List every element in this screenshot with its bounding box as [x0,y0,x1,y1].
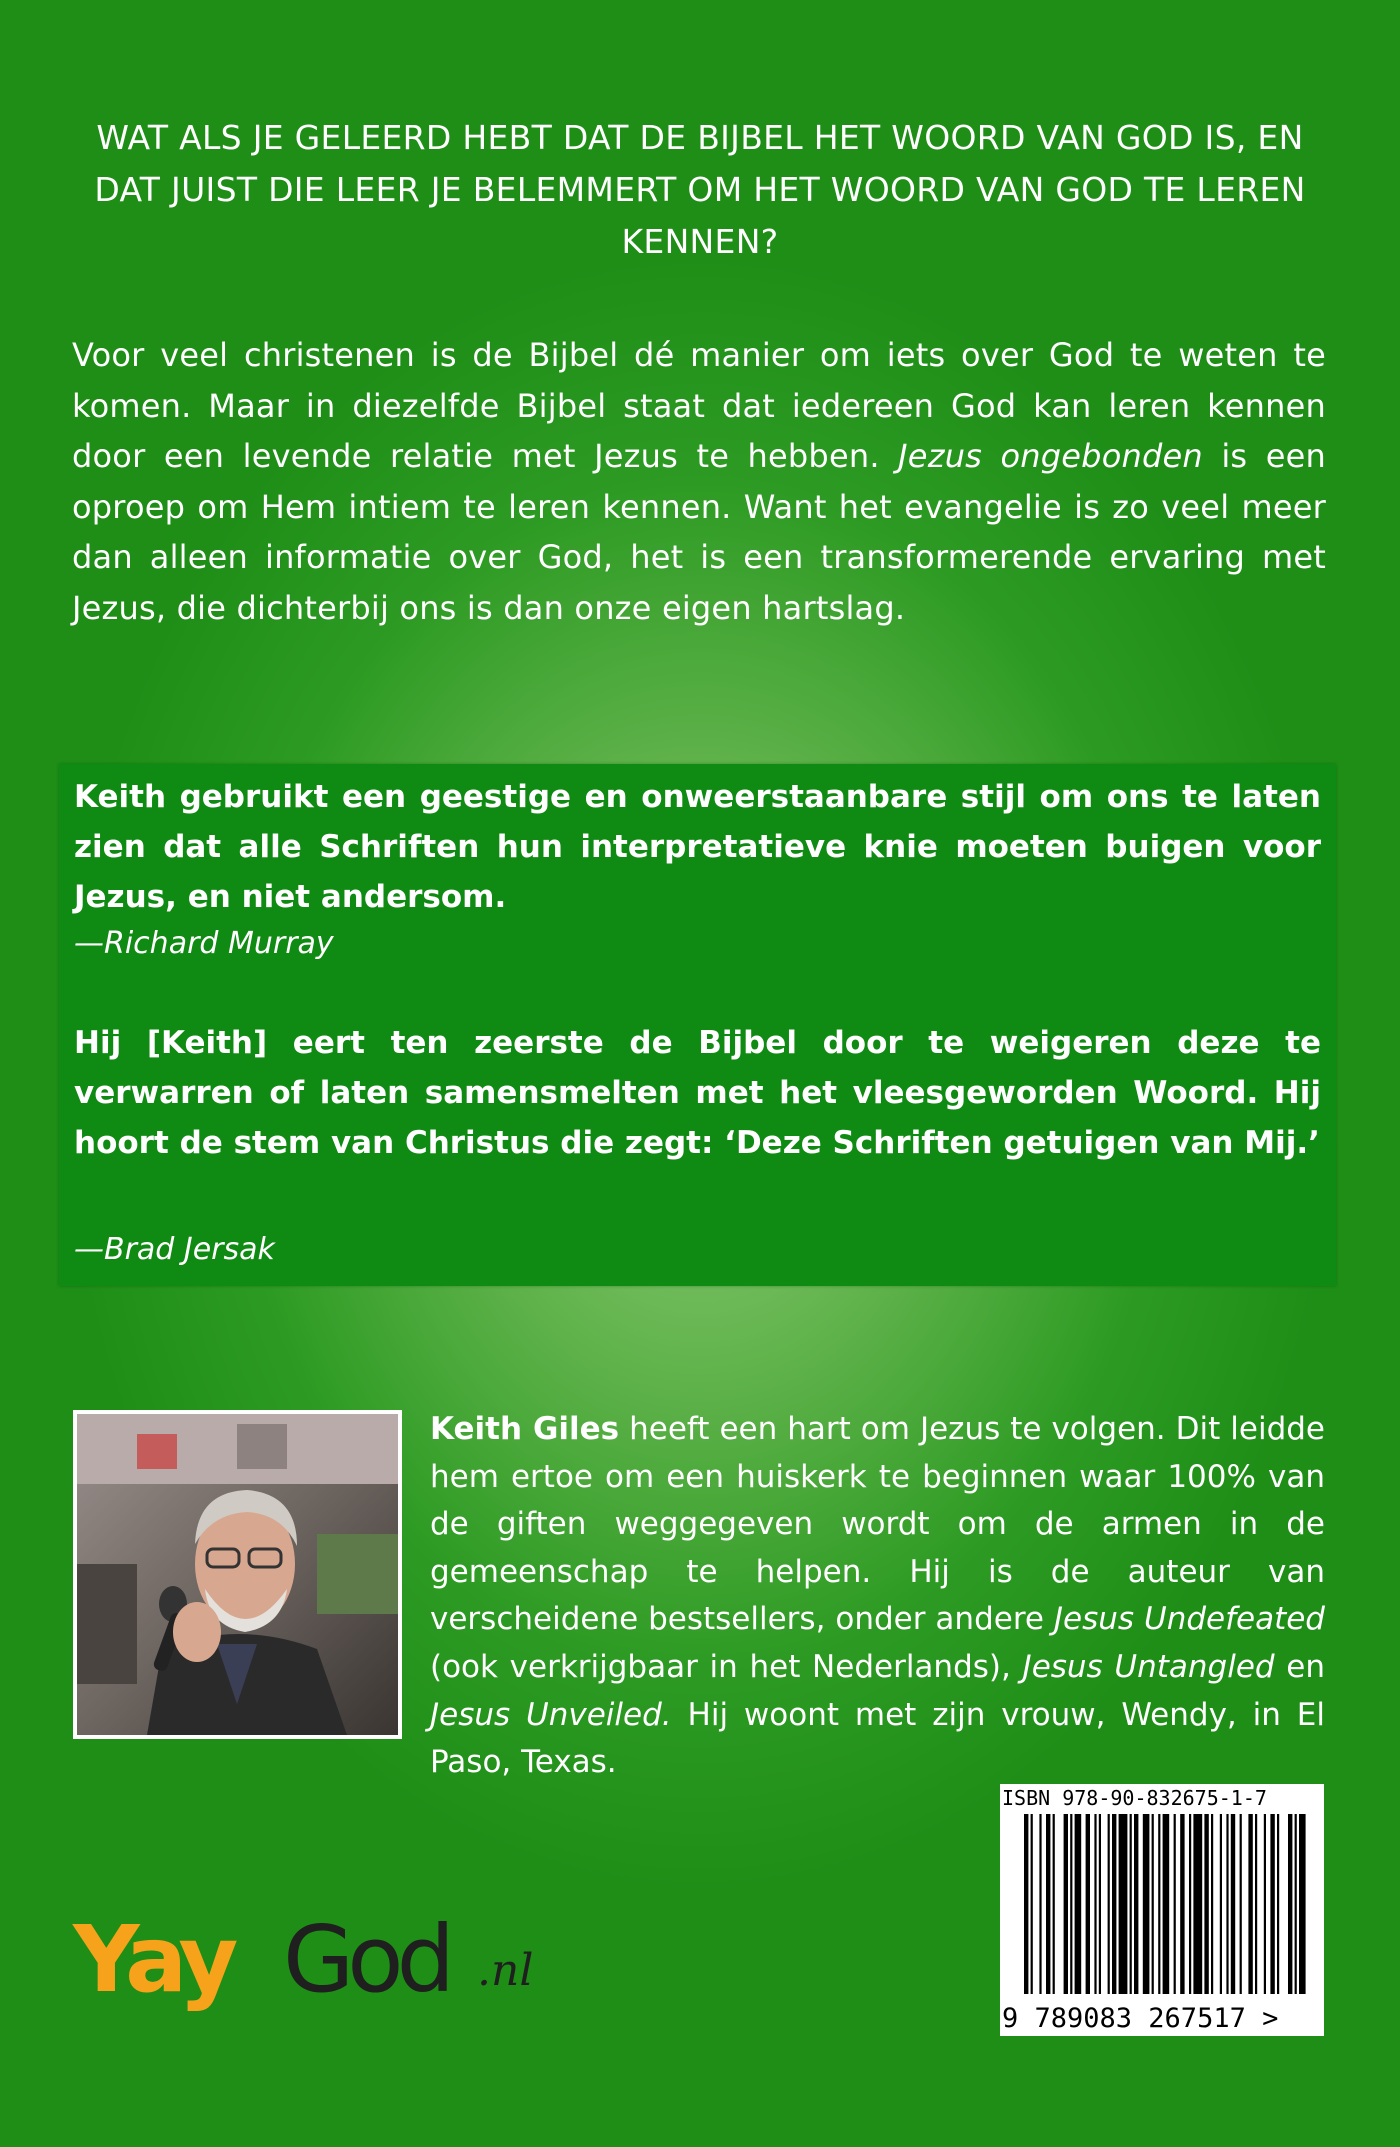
intro-paragraph [72,330,1326,633]
barcode-bar [1099,1814,1101,1994]
bio-part4: Hij woont met zijn vrouw, Wendy, in El Paso, Texas. [430,1696,1325,1781]
barcode-bar [1193,1814,1202,1994]
barcode-bar [1295,1814,1297,1994]
barcode-bar [1070,1814,1072,1994]
barcode-bar [1288,1814,1292,1994]
barcode-bars [1000,1814,1324,2002]
barcode-bar [1270,1814,1274,1994]
barcode-bar [1075,1814,1082,1994]
barcode-bar [1240,1814,1242,1994]
author-photo [73,1410,402,1739]
author-name: Keith Giles [430,1411,620,1447]
intro-book-title: Jezus ongebonden [898,437,1203,475]
barcode-bar [1211,1814,1213,1994]
barcode-bar [1264,1814,1266,1994]
barcode-bar [1248,1814,1252,1994]
author-photo-image [77,1414,398,1735]
barcode-bar [1108,1814,1110,1994]
logo-tld: .nl [477,1945,534,1996]
barcode-bar [1130,1814,1132,1994]
barcode-bar [1220,1814,1222,1994]
barcode-bar [1094,1814,1096,1994]
barcode-bar [1180,1814,1184,1994]
bio-title-1: Jesus Undefeated [1053,1601,1325,1638]
barcode-bar [1174,1814,1176,1994]
bio-part1: heeft een hart om Jezus te volgen. Dit leidde hem ertoe om een huiskerk te beginnen waar 100% van de giften weggegeven wordt om de armen in de gemeenschap te helpen. Hij is de auteur van verscheidene bestsellers, onder andere [430,1411,1326,1638]
barcode-bar [1163,1814,1170,1994]
endorsement-2-text: Hij [Keith] eert ten zeerste de Bijbel door te weigeren deze te verwarren of laten samensmelten met het vleesgeworden Woord. Hij hoort de stem van Christus die zegt: ‘Deze Schriften getuigen van Mij.’ [74,1025,1321,1161]
author-bio [430,1406,1325,1787]
barcode-bar [1134,1814,1138,1994]
barcode-bar [1112,1814,1116,1994]
barcode-bar [1046,1814,1050,1994]
endorsement-1-text: Keith gebruikt een geestige en onweerstaanbare stijl om ons te laten zien dat alle Schriften hun interpretatieve knie moeten buigen voor Jezus, en niet andersom. [74,779,1321,915]
barcode-bar [1158,1814,1160,1994]
intro-text-part1: Voor veel christenen is de Bijbel dé manier om iets over God te weten te komen. Maar in diezelfde Bijbel staat dat iedereen God kan leren kennen door een levende relatie met Jezus te hebben. [72,336,1326,475]
ean-digits: 9 789083 267517 > [1002,2003,1279,2034]
logo-god: God [283,1906,448,2013]
barcode-bar [1204,1814,1208,1994]
endorsements-box [59,764,1336,1286]
barcode-bar [1299,1814,1306,1994]
isbn-label: ISBN 978-90-832675-1-7 [1002,1786,1267,1810]
barcode-bar [1255,1814,1257,1994]
barcode-bar [1064,1814,1068,1994]
bio-part2: (ook verkrijgbaar in het Nederlands), [430,1648,1023,1685]
publisher-logo [73,1905,534,2035]
barcode-bar [1226,1814,1228,1994]
endorsement-2-author: —Brad Jersak [74,1232,275,1267]
bio-title-2: Jesus Untangled [1022,1648,1275,1685]
bio-title-3: Jesus Unveiled. [430,1696,672,1733]
barcode-bar [1152,1814,1154,1994]
barcode-bar [1189,1814,1191,1994]
barcode-bar [1119,1814,1128,1994]
barcode-bar [1231,1814,1235,1994]
headline: WAT ALS JE GELEERD HEBT DAT DE BIJBEL HET WOORD VAN GOD IS, EN DAT JUIST DIE LEER JE BELEMMERT OM HET WOORD VAN GOD TE LEREN KENNEN? [94,118,1306,261]
endorsement-1-author: —Richard Murray [74,926,334,961]
barcode-bar [1277,1814,1279,1994]
isbn-barcode [1000,1784,1324,2036]
barcode-bar [1053,1814,1055,1994]
barcode-bar [1024,1814,1028,1994]
barcode-bar [1039,1814,1041,1994]
barcode-bar [1086,1814,1090,1994]
logo-yay: Yay [73,1906,233,2013]
intro-text-part2: is een oproep om Hem intiem te leren kennen. Want het evangelie is zo veel meer dan alleen informatie over God, het is een transformerende ervaring met Jezus, die dichterbij ons is dan onze eigen hartslag. [72,437,1327,627]
barcode-bar [1143,1814,1150,1994]
barcode-bar [1031,1814,1033,1994]
bio-part3: en [1274,1648,1326,1685]
